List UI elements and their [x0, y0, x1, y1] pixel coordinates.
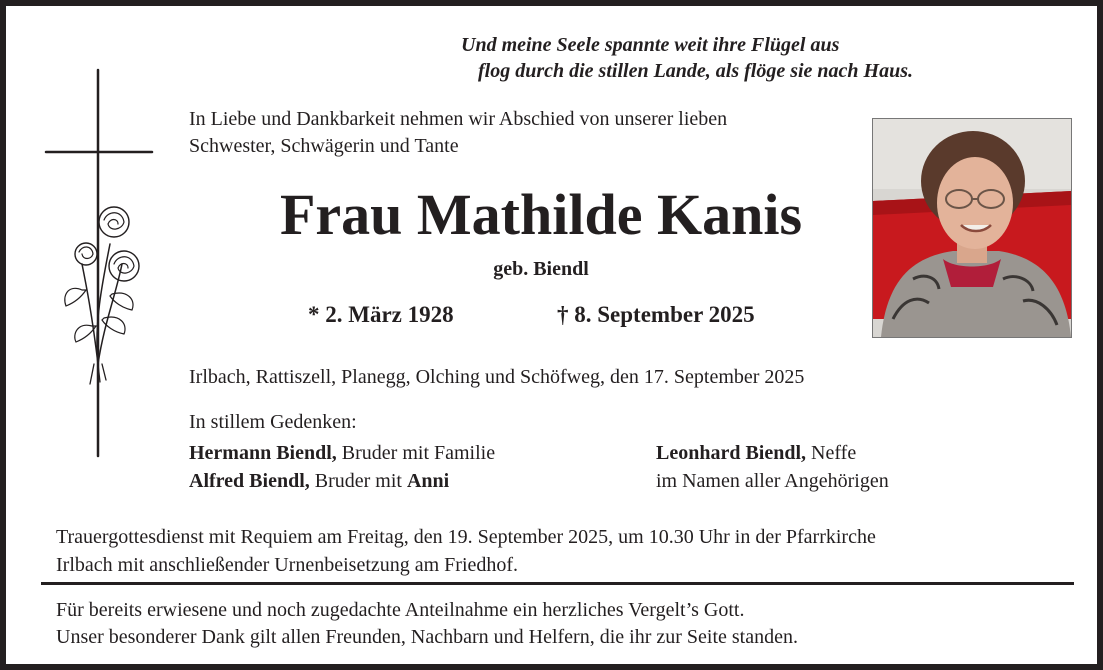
motto-line-1: Und meine Seele spannte weit ihre Flügel aus: [461, 34, 840, 56]
thanks-text: [56, 597, 798, 651]
motto-line-2: flog durch die stillen Lande, als flöge sie nach Haus.: [478, 60, 914, 82]
mourner-entry: [189, 442, 495, 465]
birth-date: * 2. März 1928: [308, 302, 454, 327]
mourner-relation: Bruder mit Familie: [341, 442, 496, 464]
place-and-date: Irlbach, Rattiszell, Planegg, Olching und Schöfweg, den 17. September 2025: [189, 366, 805, 388]
mourner-name: Hermann Biendl,: [189, 442, 337, 464]
service-line-1: Trauergottesdienst mit Requiem am Freitag, den 19. September 2025, um 10.30 Uhr in der Pfarrkirche: [56, 526, 876, 548]
service-line-2: Irlbach mit anschließender Urnenbeisetzung am Friedhof.: [56, 554, 519, 576]
divider: [41, 582, 1074, 585]
mourner-name: Alfred Biendl,: [189, 470, 310, 492]
mourner-name: Leonhard Biendl,: [656, 442, 807, 464]
intro-line-2: Schwester, Schwägerin und Tante: [189, 135, 459, 157]
mourners-label: In stillem Gedenken:: [189, 411, 357, 433]
mourner-relation: im Namen aller Angehörigen: [656, 470, 889, 492]
death-date: † 8. September 2025: [557, 302, 755, 327]
thanks-line-1: Für bereits erwiesene und noch zugedachte Anteilnahme ein herzliches Vergelt’s Gott.: [56, 599, 745, 621]
funeral-service-info: [56, 523, 876, 579]
thanks-line-2: Unser besonderer Dank gilt allen Freunden, Nachbarn und Helfern, die ihr zur Seite standen.: [56, 626, 798, 648]
intro-text: [189, 106, 727, 160]
mourner-entry: [189, 470, 449, 493]
mourner-relation: Neffe: [811, 442, 857, 464]
mourner-entry: [656, 442, 856, 465]
mourner-partner: Anni: [406, 470, 450, 492]
birth-name: geb. Biendl: [493, 258, 589, 280]
mourner-entry: [656, 470, 889, 493]
portrait-image: [873, 119, 1071, 337]
cross-with-roses-icon: [42, 64, 162, 464]
motto-verse: [461, 32, 913, 84]
mourner-relation: Bruder mit: [314, 470, 402, 492]
intro-line-1: In Liebe und Dankbarkeit nehmen wir Abschied von unserer lieben: [189, 108, 728, 130]
deceased-name: Frau Mathilde Kanis: [279, 182, 803, 247]
portrait-photo: [872, 118, 1072, 338]
